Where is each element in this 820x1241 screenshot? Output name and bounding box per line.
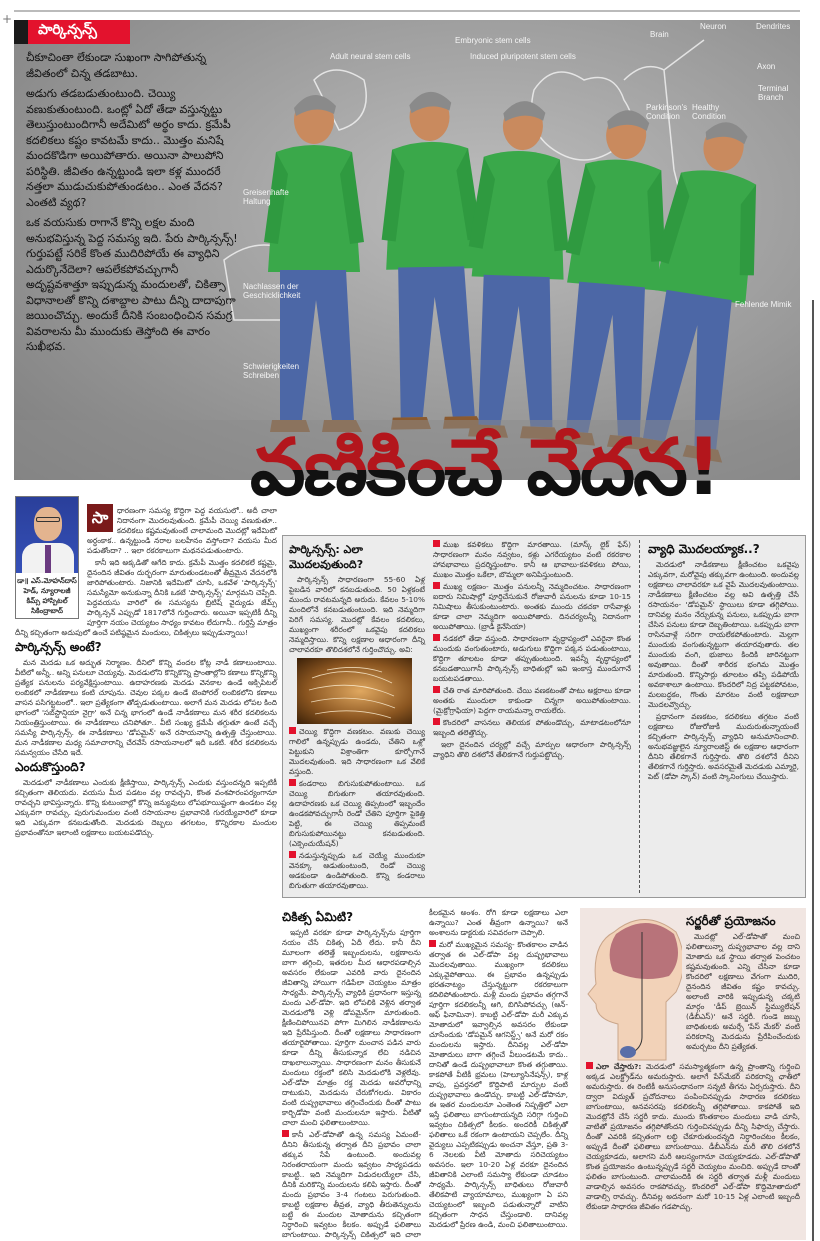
crop-mark: + [2, 12, 13, 26]
how-starts-heading: పార్కిన్సన్స్‌: ఎలా మొదలవుతుంది? [289, 543, 364, 571]
bullet-text: చెయ్యి కొద్దిగా వణకటం. వణుకు చెయ్యి గాలిలో ఉన్నప్పుడు ఉండదు, చేతిని ఒళ్లో పెట్టుకుని విశ్రాంతిగా కూర్చోగానే మొదలవుతుంది. ఇది సాధారణంగా ఒక వేలికే వస్తుంది. [289, 727, 425, 776]
author-photo [16, 497, 78, 573]
treatment-section [282, 908, 568, 1240]
walking-man-figure [379, 91, 485, 430]
label-healthy-condition: Healthy Condition [692, 103, 726, 121]
symptom-4 [433, 686, 631, 716]
label-terminal-branch: Terminal Branch [758, 84, 789, 102]
symptom-text: ముఖ్య లక్షణం- మొత్తం పనులన్నీ నెమ్మదించటం. సాధారణంగా ఐదారు నిమిషాల్లో పూర్తిచేసుకునే రోజువారీ పనులను కూడా 10-15 నిమిషాలు తీసుకుంటుంటారు. అంతకు ముందు చకచకా రాసేవాళ్లు కూడా చాలా నెమ్మదిగా అయిపోతారు. దినచర్యలన్నీ నిదానంగా అయిపోతాయి. (బ్రాడీ కైనేసియా) [433, 582, 631, 631]
drop-cap: సా [87, 504, 113, 532]
what-is-para: మన మెదడు ఒక అద్భుత నిర్మాణం. దీనిలో కొన్ని వందల కోట్ల నాడీ కణాలుంటాయి. వీటిలో అన్నీ.. అన్ని పనులూ చెయ్యవు. మెదడులోని కొన్నికొన్ని ప్రాంతాల్లోని కణాలు కొన్నికొన్ని ప్రత్యేక పనులను పర్యవేక్షిస్తుంటాయి. ఉదాహరణకు మెదడు వెనకాల ఉండే ఆక్సిపిటల్‌ లంబికలో నాడీకణాలు కంటి చూపును. చెవుల పక్కల ఉండే టెంపోరల్‌ లంబికలోని కణాలు వాసన పసిగట్టటంలో.. ఇలా ప్రత్యేకంగా తోడ్పడుతుంటాయి. అలాగే మన మెదడు లోపల కింది భాగంలో 'సబ్‌స్టాన్షియా నైగ్రా' అనే చిన్న భాగంలో ఉండే నాడీకణాలు మన శరీర కదలికలను నియంత్రిస్తుంటాయి. ఈ నాడీకణాలు చనిపోతూ.. వీటి సంఖ్య క్రమేపీ తగ్గుతూ ఉంటే వచ్చే సమస్యే పార్కిన్సన్స్‌. ఈ నాడీకణాలు 'డోపమైన్‌' అనే రసాయనాన్ని ఉత్పత్తి చేస్తుంటాయి. మన నాడీకణాల మధ్య సమాచారాన్ని చేరవేసే రసాయనాలలో ఇదీ ఒకటి. శరీర కదలికలను సమన్వయం చేసేది ఇదే. [15, 658, 277, 757]
bullet-square [433, 686, 440, 693]
bullet-square [289, 851, 296, 858]
how-text: మెదడులో సమస్యాత్మకంగా ఉన్న ప్రాంతాన్ని గుర్తించి అక్కడ ఎలక్ట్రోడ్‌ను అమరుస్తారు. అలాగే పేస్‌మేకర్‌ పరికరాన్ని ఛాతీలో అమరుస్తారు. ఈ రెంటికీ అనుసంధానంగా సన్నటి తీగను ఏర్పరుస్తారు. దీని ద్వారా విద్యుత్‌ ప్రచోదనాలు పంపించినప్పుడు సాధారణ కదలికలు బాగుంటాయి, అనవసరపు కదలికలన్నీ తగ్గిపోతాయి. కాకపోతే ఇది మొదట్లోనే చేసే సర్జరీ కాదు. ముందు కొంతకాలం మందులు వాడి చూసి, వాటితో ప్రయోజనం తగ్గిపోతోందని గుర్తించినప్పుడు దీన్ని సిఫార్సు చేస్తారు. దీంతో ఎవరికి కచ్చితంగా లబ్ధి చేకూరుతుందన్నది నిర్ధారించటం కీలకం, అప్పుడే దీంతో ఫలితాలు బాగుంటాయి. డీబీఎస్‌ను మరీ తొలి దశలోనే చెయ్యకూడదు, అలాగని మరీ ఆలస్యంగానూ చెయ్యకూడదు. ఎల్‌-డోపాతో కొంత ప్రయోజనం ఉంటున్నప్పుడే సర్జరీ చెయ్యటం మంచిది. అప్పుడే దాంతో ఫలితం బాగుంటుంది. చాలామందికి ఈ సర్జరీ తర్వాత మళ్లీ మందులు వాడాల్సిన అవసరం రాకపోవచ్చు. కొందరిలో ఎల్‌-డోపా కొద్దిమోతాదులో వాడాల్సి రావచ్చు. దీనివల్ల అదనంగా మరో 10-15 ఏళ్ల ఎలాంటి ఇబ్బందీ లేకుండా సాధారణ జీవితం గడపొచ్చు. [586, 1062, 800, 1211]
how-label: ఎలా చేస్తారు?: [596, 1062, 642, 1071]
bullet-text: మరో ముఖ్యమైన సమస్య- కొంతకాలం వాడిన తర్వాత ఈ ఎల్‌-డోపా వల్ల దుష్ప్రభావాలు మొదలవుతాయి. ముఖ్యంగా కదలికలు ఎక్కువైపోతాయి. ఈ ప్రభావం ఉన్నప్పుడు భరతనాట్యం చేస్తున్నట్టుగా రకరకాలుగా కదిలిపోతుంటారు. మళ్లీ మందు ప్రభావం తగ్గగానే పూర్తిగా కదలికలన్నీ ఆగి, బిగిసిపోవచ్చు (ఆన్‌-ఆఫ్‌ ఫినామినా). కాబట్టి ఎల్‌-డోపా మరీ ఎక్కువ మోతాదులో ఇవ్వాల్సిన అవసరం లేకుండా చూసేందుకు 'డోపమైన్‌ ఆగనిస్ట్స్‌' అనే మరో రకం మందులను ఇస్తారు. దీనివల్ల ఎల్‌-డోపా మోతాదులు బాగా తగ్గించే వీలుండటమే కాదు.. దానితో ఉండే దుష్ప్రభావాలూ కొంత తగ్గుతాయి. కాకపోతే వీటికీ భ్రమలు (హెల్యూసినేషన్స్‌), కాళ్ల వాపు, ప్రవర్తనలో కొద్దిపాటి మార్పుల వంటి దుష్ప్రభావాలు ఉండొచ్చు. కాబట్టి ఎల్‌-డోపానూ, ఈ ఇతర మందులనూ ఎంతెంత నిష్పత్తిలో ఎలా ఇస్తే ఫలితాలు బాగుంటాయన్నది సరిగ్గా గుర్తించి ఇవ్వటం చికిత్సలో కీలకం. అందరికీ చికిత్సతో ఫలితాలు ఒకే రకంగా ఉంటాయని చెప్పలేం. దీన్ని వైద్యులు ఎప్పటికప్పుడు అంచనా వేస్తూ, ప్రతి 3-6 నెలలకు వీటి మోతాదు సరిచెయ్యటం అవసరం. ఇలా 10-20 ఏళ్ల వరకూ దైనందిన జీవితానికి ఎలాంటి సమస్యా లేకుండా చూడటం సాధ్యమే. పార్కిన్సన్స్‌ బాధితులు రోజువారీ తేలికపాటి వ్యాయామాలు, ముఖ్యంగా ఏ పని చెయ్యటంలో ఇబ్బంది పడుతున్నారో వాటిని కచ్చితంగా సాధన చేస్తుండాలి. దానివల్ల మెదడులో ప్రేరణ ఉండి, మంచి ఫలితాలుంటాయి. [429, 940, 568, 1229]
surgery-top [586, 912, 800, 1062]
walking-man-figure [462, 99, 574, 439]
section-tag [14, 20, 130, 44]
bullet-arm-swing [289, 851, 425, 891]
treatment-para: ఇప్పటి వరకూ కూడా పార్కిన్సన్స్‌ను పూర్తిగా నయం చేసే చికిత్స ఏదీ లేదు. కానీ దీని మూలంగా తలెత్తే ఇబ్బందులను, లక్షణాలను బాగా తగ్గించి, ఇతరుల మీద ఆధారపడాల్సిన అవసరం లేకుండా ఎవరికి వారు దైనందిన జీవితాన్ని హాయిగా గడిపేలా చెయ్యటం మాత్రం సాధ్యమే. పార్కిన్సన్స్‌ వ్యాధికి ప్రధానంగా ఇస్తున్న మందు ఎల్‌-డోపా. ఇది లోపలికి వెళ్లిన తర్వాత మెదడులోకి వెళ్లి డోపమైన్‌గా మారుతుంది. క్షీణించిపోయినవి పోగా మిగిలిన నాడీకణాలను ఇది ప్రేరేపిస్తుంది. దీంతో లక్షణాలు సాధారణంగా తయారైపోతాయి. పూర్తిగా మంచాన పడిన వారు కూడా దీన్ని తీసుకున్నాక లేచి నడిచిన దాఖలాలున్నాయి. సాధారణంగా మనం తీసుకునే మందులు రక్తంలో కలిసి మెదడులోకి వెళ్లలేవు. ఎల్‌-డోపా మాత్రం రక్త మెదడు అవరోధాన్ని దాటుకుని, మెదడును చేరుకోగలదు. వికారం వంటి దుష్ప్రభావాలు తగ్గించేందుకు దీంతో పాటు కార్బిడోపా వంటి మందులనూ ఇస్తారు. వీటితో చాలా మంచి ఫలితాలుంటాయి. [282, 928, 421, 1127]
bullet-square [433, 634, 440, 641]
trembling-hand-photo [297, 658, 412, 724]
treatment-bullet-2 [429, 940, 568, 1230]
author-hospital: కిమ్స్‌ హాస్పిటల్‌ [26, 597, 68, 605]
surgery-para: మొదట్లో ఎల్‌-డోపాతో మంచి ఫలితాలున్నా దుష్ప్రభావాల వల్ల దాని మోతాదు ఒక స్థాయి తర్వాత పెంచటం కష్టమవుతుంది. ఎన్ని చేసినా కూడా కొందరిలో లక్షణాలు వేగంగా ముదిరి, దైనందిన జీవితం కష్టం కావచ్చు. అలాంటి వారికి ఇప్పుడున్న చక్కటి మార్గం 'డీప్‌ బ్రెయిన్‌ స్టిమ్యులేషన్‌ (డీబీఎస్‌)' అనే సర్జరీ. గుండె జబ్బు బాధితులకు అమర్చే 'పేస్‌ మేకర్‌' వంటి పరికరాన్ని మెదడును ప్రేరేపించేందుకు అమర్చటం దీని ప్రత్యేకత. [686, 932, 800, 1051]
label-nachlassen: Nachlassen der Geschicklichkeit [243, 282, 301, 300]
label-embryonic-stem-cells: Embryonic stem cells [455, 36, 531, 45]
symptom-5 [433, 718, 631, 738]
intro-tagline: చీకూచింతా లేకుండా సుఖంగా సాగిపోతున్న జీవితంలో చిన్న తడబాటు. [26, 51, 207, 80]
intro-para-1: అడుగు తడబడుతుంటుంది. చెయ్యి వణుకుతుంటుంది. ఒంట్లో ఏదో తేడా వస్తున్నట్టు తెలుస్తుంటుందిగానీ అదేమిటో అర్థం కాదు. క్రమేపీ కదలికలు కష్టం కావటమే కాదు.. మొత్తం మనిషే మందకొడిగా అయిపోతారు. అయినా పాలుపోని పరిస్థితి. జీవితం ఉన్నట్టుండి ఇలా కళ్ల ముందరే నత్తలా ముడుచుకుపోతుండటం.. ఎంత వేదన? ఎంతటి వ్యథ? [26, 87, 231, 209]
surgery-how [586, 1062, 800, 1212]
how-starts-para: పార్కిన్సన్స్‌ సాధారణంగా 55-60 ఏళ్ల పైబడిన వారిలో కనబడుతుంది. 50 ఏళ్లకంటే ముందు రావటమన్నది అరుదు. కేవలం 5-10% మందిలోనే కనబడుతుంటుంది. ఇది నెమ్మదిగా పెరిగే సమస్య. మొదట్లో కేవలం కదలికలు, ముఖ్యంగా శరీరంలో ఒకవైపు కదలికలు నెమ్మదిస్తాయి. కొన్ని లక్షణాల ఆధారంగా దీన్ని చాలావరకూ తొలిదశలోనే గుర్తించొచ్చు. అవి: [289, 575, 425, 654]
bullet-square [433, 540, 440, 547]
bullet-square [289, 779, 296, 786]
symptoms-tail: ఇలా దైనందిన చర్యల్లో వచ్చే మార్పుల ఆధారంగా పార్కిన్సన్స్‌ వ్యాధిని తొలి దశలోనే తేలికగానే గుర్తుపట్టొచ్చు. [433, 740, 631, 759]
label-dendrites: Dendrites [756, 22, 791, 31]
author-role: హెడ్‌, న్యూరాలజీ [23, 587, 71, 595]
symptoms-box [282, 535, 806, 898]
symptom-3 [433, 634, 631, 684]
left-column [15, 496, 277, 840]
bullet-square [433, 582, 440, 589]
symptom-1 [433, 540, 631, 580]
after-start-para-2: ప్రధానంగా వణకటం, కదలికలు తగ్గటం వంటి లక్షణాలు రోజురోజుకీ ముదురుతున్నాయంటే కచ్చితంగా పార్కిన్సన్స్‌ వ్యాధిని అనుమానించాలి. అనుభవజ్ఞులైన న్యూరాలజిస్ట్‌ ఈ లక్షణాల ఆధారంగా దీనిని తేలికగానే గుర్తిస్తారు. తొలి దశలోనే దీనిని తేలికగానే గుర్తిస్తారు. అవసరమైతే మెదడుకు ఎమ్మారై, పెట్‌ (డోపా స్కాన్‌) వంటి స్కానింగులు చేయిస్తారు. [648, 712, 799, 781]
label-mimik: Fehlende Mimik [735, 300, 792, 309]
label-greisenhafte-haltung: Greisenhafte Haltung [243, 188, 289, 206]
label-schwierigkeiten: Schwierigkeiten Schreiben [243, 362, 300, 380]
label-neuron: Neuron [700, 22, 727, 31]
lead-para-1: ధారణంగా సమస్య కొద్దిగా పెద్ద వయసులో.. అదీ చాలా నిదానంగా మొదలవుతుంది. క్రమేపీ చెయ్యి వణుకుతూ.. కదలికలు కష్టమవుతుంటే చాలామంది మొదట్లో ఇదేమిటో అర్థంకాక.. ఉన్నట్టుండి నరాల బలహీనం వస్తోందా? వయసు మీద పడుతోందా? .. ఇలా రకరకాలుగా మథనపడుతుంటారు. [87, 506, 277, 555]
walking-man-figure [264, 95, 364, 432]
column-rule [812, 300, 814, 1241]
label-induced-pluripotent: Induced pluripotent stem cells [470, 52, 576, 61]
bullet-text: కండరాలు బిగుసుకుపోతుంటాయి. ఒక చెయ్యి బిగుతుగా తయారవుతుంది. ఉదాహరణకు ఒక చెయ్యి తిప్పటంలో ఇబ్బందేం ఉండకపోవచ్చుగానీ రెండో చేతిని పూర్తిగా పైకెత్తి పెట్టి, ఈ చెయ్యి తిప్పమంటే బిగుసుకుపోయినట్టు కనబడుతుంది. (ఎక్సెంచుయేషన్‌) [289, 779, 425, 848]
author-city: సికింద్రాబాద్‌ [31, 607, 63, 615]
label-parkinsons-condition: Parkinson's Condition [646, 103, 688, 121]
symptom-text: ముఖ కవళికలు కొద్దిగా మారతాయి. (మాస్క్‌ లైక్‌ ఫేస్‌) సాధారణంగా మనం నవ్వటం, కళ్లు ఎగరేయ్యటం వంటి రకరకాల హావభావాలు ప్రదర్శిస్తుంటాం. కానీ ఆ భావాలు-కవళికలు పోయి, ముఖం మొత్తం ఒకేలా, బొమ్మలా అనిపిస్తుంటుంది. [433, 540, 631, 579]
symptom-text: నడకలో తేడా వస్తుంది. సాధారణంగా వృద్ధాప్యంలో ఎవరైనా కొంత ముందుకు వంగుతుంటారు, అడుగులు కొద్దిగా పక్కన పడుతుంటాయి, కొద్దిగా తూలటం కూడా తప్పుతుంటుంది. ఇవన్నీ వృద్ధాప్యంలో కనబడతాయిగానీ పార్కిన్సన్స్‌ బాధితుల్లో ఇవి ఇంకాస్త ముందుగానే బయటపడతాయి. [433, 634, 631, 683]
symptoms-list [433, 540, 631, 893]
symptom-text: చేతి రాత మారిపోతుంది. చేయి వణకటంతో పాటు అక్షరాలు కూడా అంతకు ముందులా కాకుండా చిన్నగా అయిపోతుంటాయి. (మైక్రోగ్రాఫియా) పెద్దగా రాయమన్నా రాయలేరు. [433, 686, 631, 715]
section-tag-label: పార్కిన్సన్స్ [28, 20, 130, 44]
symptom-2 [433, 582, 631, 632]
intro-text [26, 50, 240, 360]
after-start-heading: వ్యాధి మొదలయ్యాక..? [648, 542, 760, 556]
bottom-area [282, 908, 806, 1240]
why-para: మెదడులో నాడీకణాలు ఎందుకు క్షీణిస్తాయి, పార్కిన్సన్స్‌ ఎందుకు వస్తుందన్నది ఇప్పటికీ కచ్చితంగా తెలియదు. వయసు మీద పడటం వల్ల రావచ్చని, కొంత వంశపారంపర్యంగానూ రావచ్చని భావిస్తున్నారు. కొన్ని కుటుంబాల్లో కొన్ని జన్యువులు లోపభూయిష్టంగా ఉండటం వల్ల ఎక్కువగా రావచ్చు. పురుగుమందుల వంటి రసాయనాల ప్రభావానికి గురయ్యేవారిలో కూడా ఇది ఎక్కువగా కనబడుతోంది. మెదడుకు దెబ్బలు తగలటం, కొన్నిరకాల మందుల ప్రభావంతోనూ ఇలాంటి లక్షణాలు బయటపడొచ్చు. [15, 778, 277, 837]
label-brain: Brain [650, 30, 669, 39]
why-heading: ఎందుకొస్తుంది? [15, 760, 86, 774]
author-name: డా॥ ఎస్‌.మోహన్‌దాస్‌ [17, 577, 77, 585]
surgery-box [580, 908, 806, 1240]
after-start-section [639, 540, 799, 893]
bullet-text: నడుస్తున్నప్పుడు ఒక చెయ్యే ముందుకూ వెనక్కూ ఆడుతుంటుంది, రెండో చెయ్యి ఆడకుండా ఉండిపోతుంది. కొన్ని కండరాలు బిగుతుగా తయారవుతాయి. [289, 851, 425, 890]
author-card [15, 496, 79, 619]
walking-men [264, 91, 777, 463]
label-axon: Axon [757, 62, 776, 71]
after-start-para-1: మెదడులో నాడీకణాలు క్షీణించటం ఒకవైపు ఎక్కువగా, మరోవైపు తక్కువగా ఉంటుంది. అందువల్ల లక్షణాలు చాలావరకూ ఒక వైపే మొదలవుతుంటాయి. నాడీకణాలు క్షీణించటం వల్ల అవి ఉత్పత్తి చేసే రసాయనం- 'డోపమైన్‌' స్థాయిలు కూడా తగ్గిపోయి. దానివల్ల మనం నేర్చుకున్న పనులు, ఒకప్పుడు బాగా చేసిన పనులు కూడా దెబ్బతింటాయి. ఒకప్పుడు బాగా రాసినవాళ్లే సరిగా రాయలేకపోతుంటారు. మెల్లగా ముందుకు వంగుతున్నట్టుగా తయారవుతారు. తల ముందుకు వంగి, భుజాలు కిందికి జారినట్టుగా అవుతాయి. దీంతో శారీరక భంగిమ మొత్తం మారుతుంది. కొన్నిసార్లు తూలటం తప్పి పడిపోయే అవకాశాలూ ఉంటాయి. కొందరిలో నిద్ర పట్టకపోవటం, మలబద్ధకం, గొంతు మారటం వంటి లక్షణాలూ మొదలవ్వొచ్చు. [648, 560, 799, 709]
headline: వణికించే వేదన! [250, 418, 719, 518]
surgery-intro [686, 912, 800, 1062]
bullet-square [433, 718, 440, 725]
brain-implant-icon [586, 912, 682, 1062]
bullet-text: కానీ ఎల్‌-డోపాతో ఉన్న సమస్య ఏమంటే- దీనిని తీసుకున్న తర్వాత దీని ప్రభావం చాలా తక్కువ సేపే ఉంటుంది. అందువల్ల నిరంతరాయంగా మందు ఇవ్వటం సాధ్యపడదు కాబట్టి.. ఇది నెమ్మదిగా విడుదలయ్యేలా చేసి, దీనికి మరికొన్ని మందులను కలిపి ఇస్తారు. దీంతో మందు ప్రభావం 3-4 గంటలు పెరుగుతుంది. కాబట్టి లక్షణాల తీవ్రత, వ్యాధి తీరుతెన్నులను బట్టి ఈ మందుల మోతాదును కచ్చితంగా నిర్ధారించి ఇవ్వటం కీలకం. అప్పుడే ఫలితాలు బాగుంటాయి. పార్కిన్సన్స్‌ చికిత్సలో ఇది చాలా కీలకమైన అంశం. రోగి కూడా లక్షణాలు ఎలా ఉన్నాయి? ఎంత తీవ్రంగా ఉన్నాయి? అనే అంశాలను డాక్టరుకు సవివరంగా చెప్పాలి. [282, 908, 568, 1239]
surgery-heading: సర్జరీతో ప్రయోజనం [686, 914, 776, 928]
bullet-square [586, 1062, 593, 1069]
bullet-square [289, 727, 296, 734]
right-area [282, 535, 806, 1240]
bullet-square [429, 940, 436, 947]
how-starts-section [289, 540, 425, 893]
hand-lines [297, 658, 412, 724]
bullet-rigidity [289, 779, 425, 849]
tag-block [14, 20, 28, 44]
symptom-text: కొందరిలో వాసనలు తెలియక పోతుండొచ్చు, మాటాడటంలోనూ ఇబ్బంది తలెత్తొచ్చు. [433, 718, 631, 737]
intro-para-2: ఒక వయసుకు రాగానే కొన్ని లక్షల మంది అనుభవిస్తున్న పెద్ద సమస్య ఇది. పేరు పార్కిన్సన్స్! గుర్తుపట్టే సరికే కొంత ముదిరిపోయే ఈ వ్యాధిని ఎదుర్కొనేదెలా? ఆపలేకపోవచ్చుగానీ అదృష్టవశాత్తూ ఇప్పుడున్న మందులతో, చికిత్సా విధానాలతో కొన్ని దశాబ్దాల పాటు దీన్ని దాదాపుగా జయించొచ్చు. అందుకే దీనికి సంబంధించిన సమగ్ర వివరాలను మీ ముందుకు తెస్తోంది ఈ వారం సుఖీభవ. [26, 216, 238, 353]
top-rule [14, 10, 800, 12]
bullet-square [282, 1130, 289, 1137]
what-is-heading: పార్కిన్సన్స్‌ అంటే? [15, 640, 102, 654]
bullet-tremor [289, 727, 425, 777]
treatment-heading: చికిత్స ఏమిటి? [282, 910, 354, 924]
lead-para-2: కానీ ఇది అక్కడితో ఆగేది కాదు. క్రమేపీ మొత్తం కదలికలే కష్టమై, దైనందిన జీవితం దుర్భరంగా మారుతుండటంతో తీవ్రమైన వేదనలోకి జారిపోతుంటారు. నిజానికి ఇదేమిటో చూసి, ఒకవేళ 'పార్కిన్సన్స్' సమస్యేమో అనుకున్నా దీనికి ఒకటే 'పార్కిన్సన్స్' మార్గమని చెప్పేది. పెద్దవయసు వారిలో ఈ సమస్యను బ్రిటిష్‌ వైద్యుడు జేమ్స్‌ పార్కిన్సన్‌ ఎప్పుడో 1817లోనే గుర్తించారు. అయినా ఇప్పటికీ దీన్ని పూర్తిగా నయం చెయ్యటం సాధ్యం కావటం లేదుగానీ.. గుర్తిస్తే మాత్రం దీన్ని కచ్చితంగా అదుపులో ఉంచే పటిష్ఠమైన మందులు, చికిత్సలు ఇప్పుడున్నాయి! [15, 558, 277, 637]
label-adult-neural-stem-cells: Adult neural stem cells [330, 52, 411, 61]
